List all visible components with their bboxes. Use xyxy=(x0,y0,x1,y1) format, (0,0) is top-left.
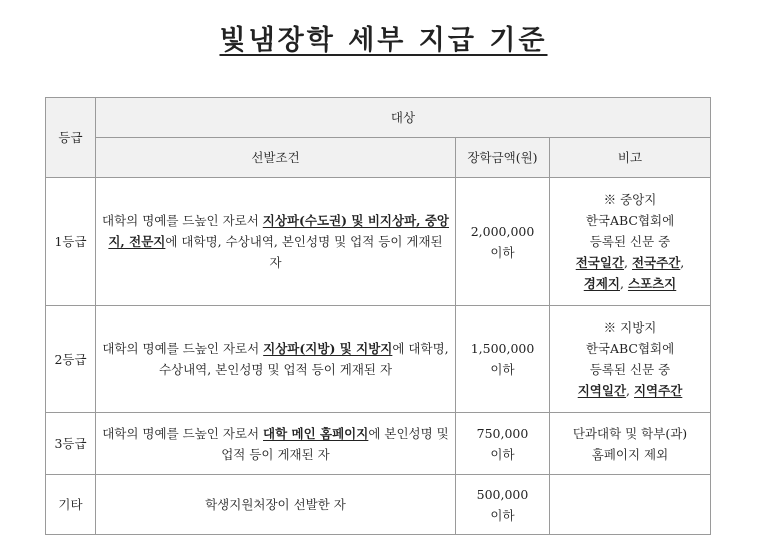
table-row xyxy=(46,413,711,475)
amount-value: 750,000 xyxy=(476,425,529,441)
amount-cell xyxy=(456,475,550,535)
emphasized-text: 지상파(수도권) 및 비지상파, 중앙지, 전문지 xyxy=(108,213,450,249)
text-segment: 한국ABC협회에 xyxy=(585,213,675,228)
grade-cell: 1등급 xyxy=(46,178,96,306)
grade-cell: 2등급 xyxy=(46,306,96,413)
note-line xyxy=(554,317,706,338)
text-segment: , xyxy=(626,383,634,398)
amount-qualifier: 이하 xyxy=(490,507,515,523)
amount-cell xyxy=(456,178,550,306)
text-segment: 홈페이지 제외 xyxy=(591,446,669,462)
text-segment: 학생지원처장이 선발한 자 xyxy=(205,497,346,512)
header-note: 비고 xyxy=(550,138,711,178)
grade-cell: 기타 xyxy=(46,475,96,535)
text-segment: 대학의 명예를 드높인 자로서 xyxy=(102,213,263,228)
amount-value: 500,000 xyxy=(476,486,529,502)
header-target: 대상 xyxy=(96,98,711,138)
note-line xyxy=(554,252,706,273)
text-segment: 에 본인성명 및 업적 등이 게재된 자 xyxy=(221,425,449,462)
grade-cell: 3등급 xyxy=(46,413,96,475)
text-segment: 에 대학명, 수상내역, 본인성명 및 업적 등이 게재된 자 xyxy=(165,234,443,270)
table-row xyxy=(46,306,711,413)
note-cell xyxy=(550,475,711,535)
text-segment: 등록된 신문 중 xyxy=(589,362,671,377)
emphasized-text: 지역주간 xyxy=(633,383,683,398)
amount-qualifier: 이하 xyxy=(490,362,515,377)
note-line xyxy=(554,359,706,380)
text-segment: 대학의 명예를 드높인 자로서 xyxy=(102,425,264,441)
document-title xyxy=(0,18,767,57)
note-line xyxy=(554,210,706,231)
text-segment: 한국ABC협회에 xyxy=(585,341,675,356)
header-amount: 장학금액(원) xyxy=(456,138,550,178)
emphasized-text: 지상파(지방) 및 지방지 xyxy=(263,341,393,356)
emphasized-text: 전국일간 xyxy=(575,255,625,270)
note-cell xyxy=(550,178,711,306)
condition-cell xyxy=(96,306,456,413)
emphasized-text: 대학 메인 홈페이지 xyxy=(263,425,369,441)
condition-cell xyxy=(96,475,456,535)
amount-qualifier: 이하 xyxy=(490,446,515,462)
text-segment: , xyxy=(624,255,632,270)
condition-cell xyxy=(96,178,456,306)
amount-qualifier: 이하 xyxy=(490,244,515,260)
table-row xyxy=(46,475,711,535)
note-line xyxy=(554,444,706,465)
note-line xyxy=(554,231,706,252)
text-segment: , xyxy=(680,255,685,270)
note-line xyxy=(554,273,706,294)
text-segment: 대학의 명예를 드높인 자로서 xyxy=(102,341,264,356)
note-cell xyxy=(550,413,711,475)
emphasized-text: 경제지 xyxy=(583,276,620,291)
note-line xyxy=(554,380,706,401)
note-cell xyxy=(550,306,711,413)
amount-value: 2,000,000 xyxy=(470,223,535,239)
amount-cell xyxy=(456,413,550,475)
emphasized-text: 스포츠지 xyxy=(627,276,677,291)
header-grade: 등급 xyxy=(46,98,96,178)
amount-cell xyxy=(456,306,550,413)
text-segment: 등록된 신문 중 xyxy=(589,234,671,249)
emphasized-text: 전국주간 xyxy=(631,255,681,270)
note-line xyxy=(554,423,706,444)
scholarship-criteria-table xyxy=(45,97,711,535)
text-segment: 단과대학 및 학부(과) xyxy=(572,425,688,441)
header-condition: 선발조건 xyxy=(96,138,456,178)
text-segment: , xyxy=(619,276,628,291)
amount-value: 1,500,000 xyxy=(470,341,535,356)
text-segment: ※ 중앙지 xyxy=(603,192,657,207)
note-line xyxy=(554,189,706,210)
note-line xyxy=(554,338,706,359)
condition-cell xyxy=(96,413,456,475)
text-segment: ※ 지방지 xyxy=(603,320,657,335)
text-segment: 에 대학명, 수상내역, 본인성명 및 업적 등이 게재된 자 xyxy=(158,341,449,377)
emphasized-text: 지역일간 xyxy=(577,383,627,398)
table-row xyxy=(46,178,711,306)
page-title: 빛냄장학 세부 지급 기준 xyxy=(219,25,548,56)
